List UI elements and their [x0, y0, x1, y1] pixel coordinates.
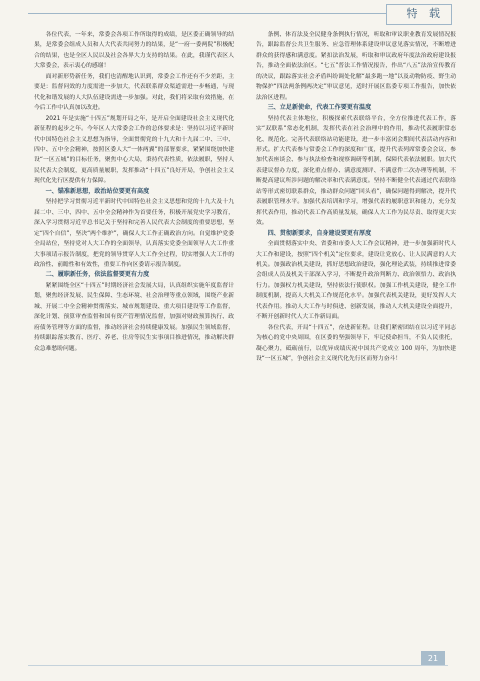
section-heading: 一、锚准新思想，政治站位要更有高度 [45, 187, 150, 195]
right-text-column [256, 30, 456, 365]
paragraph: 各位代表，一年来，常委会各项工作所取得的成绩，是区委正确领导的结果，是常委会组成人员和人大代表共同努力的结果，是“一府一委两院”积极配合的结果，也是全区人民以及社会各界大力支持的结果。在此，我谨代表区人大常委会，表示衷心的感谢！ [34, 32, 234, 70]
paragraph: 坚持代表主体地位，积极探索代表联络平台，全方位推进代表工作，落实“双联系”常态化机制，发挥代表在社会治理中的作用，推动代表履职常态化、规范化。完善代表联络站功能建设，进一步丰富闭会期间代表活动内容和形式。扩大代表参与常委会工作的深度和广度，提升代表列席常委会会议、参加代表座谈会、参与执法检查和视察调研等机制，保障代表依法履职。加大代表建议督办力度，深化重点督办、满意度测评、不满意件二次办理等机制，不断提高建议所涉问题的解决率和代表满意度。坚持不断健全代表通过代表联络站等形式密切联系群众，推动群众问题“回头看”，确保问题得到解决，提升代表履职管理水平。加强代表培训和学习，增强代表的履职意识和能力，充分发挥代表作用，推动代表工作高质量发展，确保人大工作为民尽责、取得更大实效。 [256, 115, 456, 227]
section-heading: 四、贯彻新要求，自身建设要更有厚度 [267, 229, 372, 237]
paragraph: 坚持把学习贯彻习近平新时代中国特色社会主义思想和党的十九大及十九届二中、三中、四中、五中全会精神作为首要任务，积极开展党史学习教育，深入学习贯彻习近平总书记关于坚持和完善人民代表大会制度的重要思想，坚定“四个自信”，坚决“两个维护”，确保人大工作正确政治方向。自觉维护党委全局站位，坚持党对人大工作的全面领导，认真落实党委全面领导人大工作重大事项请示报告制度，把党的领导贯穿人大工作全过程，切实增强人大工作的政治性、前瞻性和有效性，重要工作向区委请示报告制度。 [34, 199, 234, 268]
left-text-column [34, 30, 234, 354]
paragraph: 各位代表，开局“十四五”，奋进新征程。让我们紧密团结在以习近平同志为核心的党中央周围，在区委的坚强领导下，牢记使命担当，不负人民重托，凝心聚力，砥砺前行，以优异成绩庆祝中国共产党成立 100 周年，为加快建设“一区五城”，争创社会主义现代化先行区而努力奋斗！ [256, 324, 456, 363]
paragraph: 全面贯彻落实中央、省委和市委人大工作会议精神，进一步加强新时代人大工作和建设，按照“四个机关”定位要求，建设让党放心、让人民满意的人大机关。加强政治机关建设，抓好思想政治建设，强化理论武装，持续推进常委会组成人员及机关干部深入学习，不断提升政治判断力、政治领悟力、政治执行力。加强权力机关建设，坚持依法行使职权。加强工作机关建设，健全工作制度机制，提高人大机关工作规范化水平。加强代表机关建设，更好发挥人大代表作用。推动人大工作与时俱进、创新发展，推动人大机关建设全面提升，不断开创新时代人大工作新局面。 [256, 241, 456, 321]
footer-rule [28, 665, 448, 666]
paragraph: 面对新形势新任务，我们也清醒地认识到，常委会工作还有不少差距，主要是：监督问效的力度需进一步加大，代表联系群众渠道需进一步畅通，与现代化和谐发展的人大队伍建设需进一步加强。对此，我们将采取有效措施，在今后工作中认真加以改进。 [34, 73, 234, 112]
paragraph: 条例、体育法及全民健身条例执行情况，听取和审议职业教育发展情况报告，跟踪监督公共卫生服务、应急管理体系建设审议意见落实情况，不断增进群众的获得感和满意度。紧扣法治发展，听取和审议政府年度法治政府建设报告，推动全面依法治区。“七五”普法工作情况报告，作出“八五”法治宣传教育的决议，跟踪落实社会矛盾纠纷调处化解“最多跑一地”以及动物防疫、野生动物保护“四法两条例两决定”审议意见，适时开展区监委专项工作报告，加快依法治区进程。 [256, 32, 456, 101]
header-rule [28, 13, 448, 14]
section-heading: 三、立足新使命，代表工作要更有温度 [267, 104, 372, 112]
paragraph: 2021 年是实施“十四五”规划开局之年，是开启全面建设社会主义现代化新征程的起步之年。今年区人大常委会工作的总体要求是：坚持以习近平新时代中国特色社会主义思想为指导，全面贯彻党的十九大和十九届二中、三中、四中、五中全会精神，按照区委人大“一体两翼”的部署要求，紧紧围绕加快建设“一区五城”的目标任务，聚焦中心大局，秉持代表性质，依法履职，坚持人民代表大会制度，更高质量履职，发挥推动“十四五”良好开局，争创社会主义现代化先行区提供有力保障。 [34, 115, 234, 185]
section-heading: 二、履职新任务，依法监督要更有力度 [45, 271, 150, 279]
section-title: 特 载 [406, 7, 444, 20]
page-number: 21 [421, 651, 445, 666]
paragraph: 紧紧围绕全区“十四五”时期经济社会发展大局，认真组织实施年度监督计划，聚焦经济发展、民生保障、生态环境、社会治理等重点领域，围绕产业新城、开展二中全会精神贯彻落实、城市规划建设、重大项目建设等工作监督，深化计划、预算审查监督和国有资产管理情况监督，加强对财政预算执行、政府债务管理等方面的监督，推动经济社会持续健康发展。加强民生领域监督，持续跟踪落实教育、医疗、养老、住房等民生实事项目推进情况，推动解决群众急难愁盼问题。 [34, 282, 234, 352]
